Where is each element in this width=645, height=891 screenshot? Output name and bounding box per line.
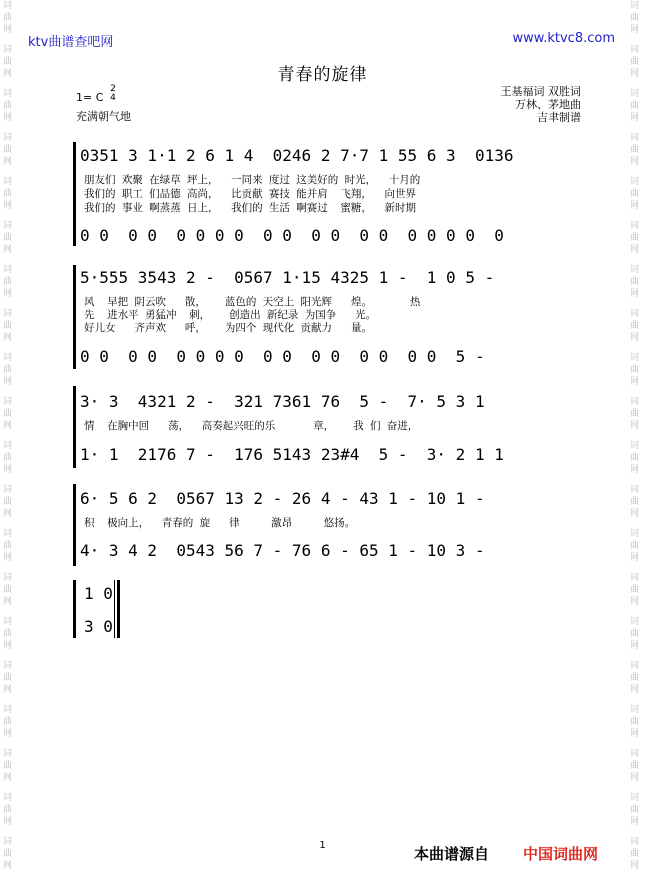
watermark-glyph: 曲 xyxy=(3,277,13,287)
system-1-lower-notes: 0 0 0 0 0 0 0 0 0 0 0 0 0 0 0 0 0 0 0 xyxy=(80,226,504,245)
watermark-glyph: 词 xyxy=(3,397,13,407)
site-url-right[interactable]: www.ktvc8.com xyxy=(512,31,615,46)
watermark-glyph: 词 xyxy=(3,1,13,11)
watermark-glyph: 曲 xyxy=(630,409,640,419)
watermark-glyph: 词 xyxy=(630,89,640,99)
watermark-glyph: 词 xyxy=(3,485,13,495)
system-bracket xyxy=(73,386,76,468)
watermark-glyph: 曲 xyxy=(3,497,13,507)
watermark-glyph: 词 xyxy=(3,265,13,275)
watermark-glyph: 网 xyxy=(630,861,640,871)
watermark-glyph: 词 xyxy=(630,1,640,11)
watermark-glyph: 曲 xyxy=(3,365,13,375)
watermark-glyph: 网 xyxy=(3,553,13,563)
watermark-glyph: 曲 xyxy=(630,145,640,155)
watermark-glyph: 网 xyxy=(3,25,13,35)
watermark-glyph: 词 xyxy=(3,749,13,759)
watermark-glyph: 曲 xyxy=(630,277,640,287)
watermark-glyph: 曲 xyxy=(3,849,13,859)
watermark-glyph: 曲 xyxy=(630,233,640,243)
watermark-glyph: 曲 xyxy=(630,673,640,683)
watermark-glyph: 曲 xyxy=(3,541,13,551)
watermark-glyph: 词 xyxy=(3,617,13,627)
system-bracket xyxy=(73,580,76,638)
watermark-glyph: 词 xyxy=(630,265,640,275)
watermark-glyph: 词 xyxy=(3,133,13,143)
engraver-credit: 吉聿制谱 xyxy=(537,111,581,124)
composer-credit: 万林、茅地曲 xyxy=(515,98,581,111)
key-signature: 1= C xyxy=(76,91,104,104)
watermark-glyph: 词 xyxy=(3,89,13,99)
watermark-glyph: 网 xyxy=(3,201,13,211)
watermark-glyph: 网 xyxy=(3,69,13,79)
watermark-glyph: 网 xyxy=(630,597,640,607)
watermark-glyph: 词 xyxy=(630,749,640,759)
watermark-glyph: 网 xyxy=(630,465,640,475)
watermark-glyph: 词 xyxy=(630,309,640,319)
watermark-glyph: 曲 xyxy=(3,409,13,419)
footer-site-link[interactable]: 中国词曲网 xyxy=(523,845,599,863)
system-3-lower-notes: 1· 1 2176 7 - 176 5143 23#4 5 - 3· 2 1 1 xyxy=(80,445,504,464)
watermark-glyph: 网 xyxy=(3,465,13,475)
watermark-glyph: 词 xyxy=(630,221,640,231)
footer-source-text: 本曲谱源自 xyxy=(414,845,490,863)
watermark-glyph: 网 xyxy=(3,245,13,255)
watermark-glyph: 词 xyxy=(3,221,13,231)
final-barline-thin xyxy=(114,580,115,638)
watermark-glyph: 网 xyxy=(630,773,640,783)
system-5-upper-notes: 1 0 xyxy=(84,584,113,603)
watermark-glyph: 曲 xyxy=(630,189,640,199)
watermark-glyph: 词 xyxy=(3,573,13,583)
watermark-glyph: 曲 xyxy=(630,321,640,331)
watermark-glyph: 曲 xyxy=(630,13,640,23)
watermark-glyph: 曲 xyxy=(630,585,640,595)
watermark-glyph: 词 xyxy=(3,705,13,715)
watermark-glyph: 网 xyxy=(3,289,13,299)
watermark-glyph: 曲 xyxy=(630,541,640,551)
watermark-glyph: 曲 xyxy=(630,849,640,859)
watermark-glyph: 网 xyxy=(630,157,640,167)
watermark-glyph: 曲 xyxy=(3,805,13,815)
watermark-glyph: 曲 xyxy=(3,189,13,199)
watermark-glyph: 曲 xyxy=(3,145,13,155)
system-2-lyric-1: 风 早把 阴云吹 散， 蓝色的 天空上 阳光辉 煌。 热 xyxy=(84,296,421,308)
watermark-glyph: 网 xyxy=(630,333,640,343)
watermark-glyph: 词 xyxy=(3,529,13,539)
watermark-glyph: 词 xyxy=(630,353,640,363)
watermark-glyph: 曲 xyxy=(630,629,640,639)
watermark-glyph: 曲 xyxy=(630,365,640,375)
watermark-glyph: 网 xyxy=(630,817,640,827)
watermark-glyph: 曲 xyxy=(3,233,13,243)
watermark-glyph: 词 xyxy=(3,177,13,187)
watermark-glyph: 曲 xyxy=(3,629,13,639)
watermark-glyph: 曲 xyxy=(3,673,13,683)
system-4-lyric-1: 积 极向上， 青春的 旋 律 激昂 悠扬。 xyxy=(84,517,356,529)
watermark-glyph: 词 xyxy=(3,441,13,451)
watermark-glyph: 词 xyxy=(630,793,640,803)
system-1-upper-notes: 0351 3 1·1 2 6 1 4 0246 2 7·7 1 55 6 3 0136 xyxy=(80,146,514,165)
watermark-glyph: 词 xyxy=(630,177,640,187)
watermark-glyph: 网 xyxy=(630,641,640,651)
watermark-glyph: 曲 xyxy=(630,805,640,815)
watermark-glyph: 网 xyxy=(630,201,640,211)
watermark-glyph: 词 xyxy=(630,661,640,671)
watermark-glyph: 曲 xyxy=(630,717,640,727)
watermark-glyph: 曲 xyxy=(3,717,13,727)
watermark-glyph: 词 xyxy=(630,45,640,55)
song-title: 青春的旋律 xyxy=(277,65,368,85)
watermark-glyph: 网 xyxy=(630,377,640,387)
system-1-lyric-1: 朋友们 欢聚 在绿草 坪上， 一同来 度过 这美好的 时光， 十月的 xyxy=(84,174,421,186)
watermark-glyph: 词 xyxy=(3,793,13,803)
watermark-glyph: 网 xyxy=(630,729,640,739)
watermark-glyph: 网 xyxy=(3,421,13,431)
watermark-glyph: 词 xyxy=(3,353,13,363)
watermark-glyph: 网 xyxy=(630,685,640,695)
system-2-lower-notes: 0 0 0 0 0 0 0 0 0 0 0 0 0 0 0 0 5 - xyxy=(80,347,485,366)
watermark-glyph: 词 xyxy=(630,573,640,583)
site-name-left[interactable]: ktv曲谱查吧网 xyxy=(28,35,114,50)
watermark-glyph: 网 xyxy=(3,685,13,695)
watermark-glyph: 词 xyxy=(630,485,640,495)
watermark-glyph: 曲 xyxy=(630,57,640,67)
time-signature: 2 4 xyxy=(110,84,116,103)
watermark-glyph: 网 xyxy=(3,729,13,739)
watermark-glyph: 词 xyxy=(630,529,640,539)
watermark-glyph: 网 xyxy=(630,25,640,35)
system-2-lyric-2: 先 进水平 勇猛冲 刺， 创造出 新纪录 为国争 光。 xyxy=(84,309,377,321)
system-5-lower-notes: 3 0 xyxy=(84,617,113,636)
system-bracket xyxy=(73,142,76,246)
page-number: 1 xyxy=(319,840,326,851)
system-2-upper-notes: 5·555 3543 2 - 0567 1·15 4325 1 - 1 0 5 - xyxy=(80,268,495,287)
watermark-glyph: 曲 xyxy=(630,497,640,507)
watermark-glyph: 词 xyxy=(3,45,13,55)
watermark-glyph: 网 xyxy=(3,333,13,343)
watermark-glyph: 网 xyxy=(3,509,13,519)
system-3-upper-notes: 3· 3 4321 2 - 321 7361 76 5 - 7· 5 3 1 xyxy=(80,392,485,411)
watermark-glyph: 网 xyxy=(630,113,640,123)
watermark-glyph: 词 xyxy=(3,661,13,671)
watermark-glyph: 网 xyxy=(3,157,13,167)
watermark-glyph: 词 xyxy=(3,837,13,847)
system-1-lyric-2: 我们的 职工 们品德 高尚， 比贡献 赛技 能并肩 飞翔， 向世界 xyxy=(84,188,417,200)
watermark-glyph: 曲 xyxy=(630,761,640,771)
watermark-glyph: 词 xyxy=(630,705,640,715)
system-bracket xyxy=(73,265,76,369)
watermark-glyph: 词 xyxy=(3,309,13,319)
system-4-lower-notes: 4· 3 4 2 0543 56 7 - 76 6 - 65 1 - 10 3 - xyxy=(80,541,485,560)
system-3-lyric-1: 情 在胸中回 荡， 高奏起兴旺的乐 章， 我 们 奋进， xyxy=(84,420,419,432)
watermark-glyph: 曲 xyxy=(3,761,13,771)
right-watermark-strip xyxy=(629,0,643,891)
watermark-glyph: 词 xyxy=(630,133,640,143)
watermark-glyph: 曲 xyxy=(3,13,13,23)
watermark-glyph: 曲 xyxy=(3,321,13,331)
watermark-glyph: 网 xyxy=(3,861,13,871)
watermark-glyph: 网 xyxy=(3,773,13,783)
watermark-glyph: 曲 xyxy=(3,101,13,111)
watermark-glyph: 网 xyxy=(3,113,13,123)
lyricist-credit: 王基福词 双胜词 xyxy=(500,85,581,98)
watermark-glyph: 网 xyxy=(630,553,640,563)
tempo-marking: 充满朝气地 xyxy=(76,110,131,123)
system-1-lyric-3: 我们的 事业 啊蒸蒸 日上， 我们的 生活 啊赛过 蜜糖， 新时期 xyxy=(84,202,417,214)
watermark-glyph: 词 xyxy=(630,837,640,847)
watermark-glyph: 词 xyxy=(630,617,640,627)
watermark-glyph: 曲 xyxy=(3,453,13,463)
watermark-glyph: 网 xyxy=(3,377,13,387)
watermark-glyph: 网 xyxy=(630,421,640,431)
system-2-lyric-3: 好儿女 齐声欢 呼， 为四个 现代化 贡献力 量。 xyxy=(84,322,373,334)
watermark-glyph: 词 xyxy=(630,397,640,407)
watermark-glyph: 网 xyxy=(3,641,13,651)
watermark-glyph: 网 xyxy=(3,817,13,827)
watermark-glyph: 词 xyxy=(630,441,640,451)
left-watermark-strip xyxy=(2,0,16,891)
watermark-glyph: 曲 xyxy=(630,453,640,463)
system-4-upper-notes: 6· 5 6 2 0567 13 2 - 26 4 - 43 1 - 10 1 - xyxy=(80,489,485,508)
watermark-glyph: 网 xyxy=(3,597,13,607)
watermark-glyph: 曲 xyxy=(3,57,13,67)
watermark-glyph: 网 xyxy=(630,245,640,255)
watermark-glyph: 网 xyxy=(630,69,640,79)
system-bracket xyxy=(73,484,76,566)
watermark-glyph: 网 xyxy=(630,509,640,519)
final-barline-thick xyxy=(117,580,120,638)
watermark-glyph: 曲 xyxy=(3,585,13,595)
watermark-glyph: 网 xyxy=(630,289,640,299)
watermark-glyph: 曲 xyxy=(630,101,640,111)
